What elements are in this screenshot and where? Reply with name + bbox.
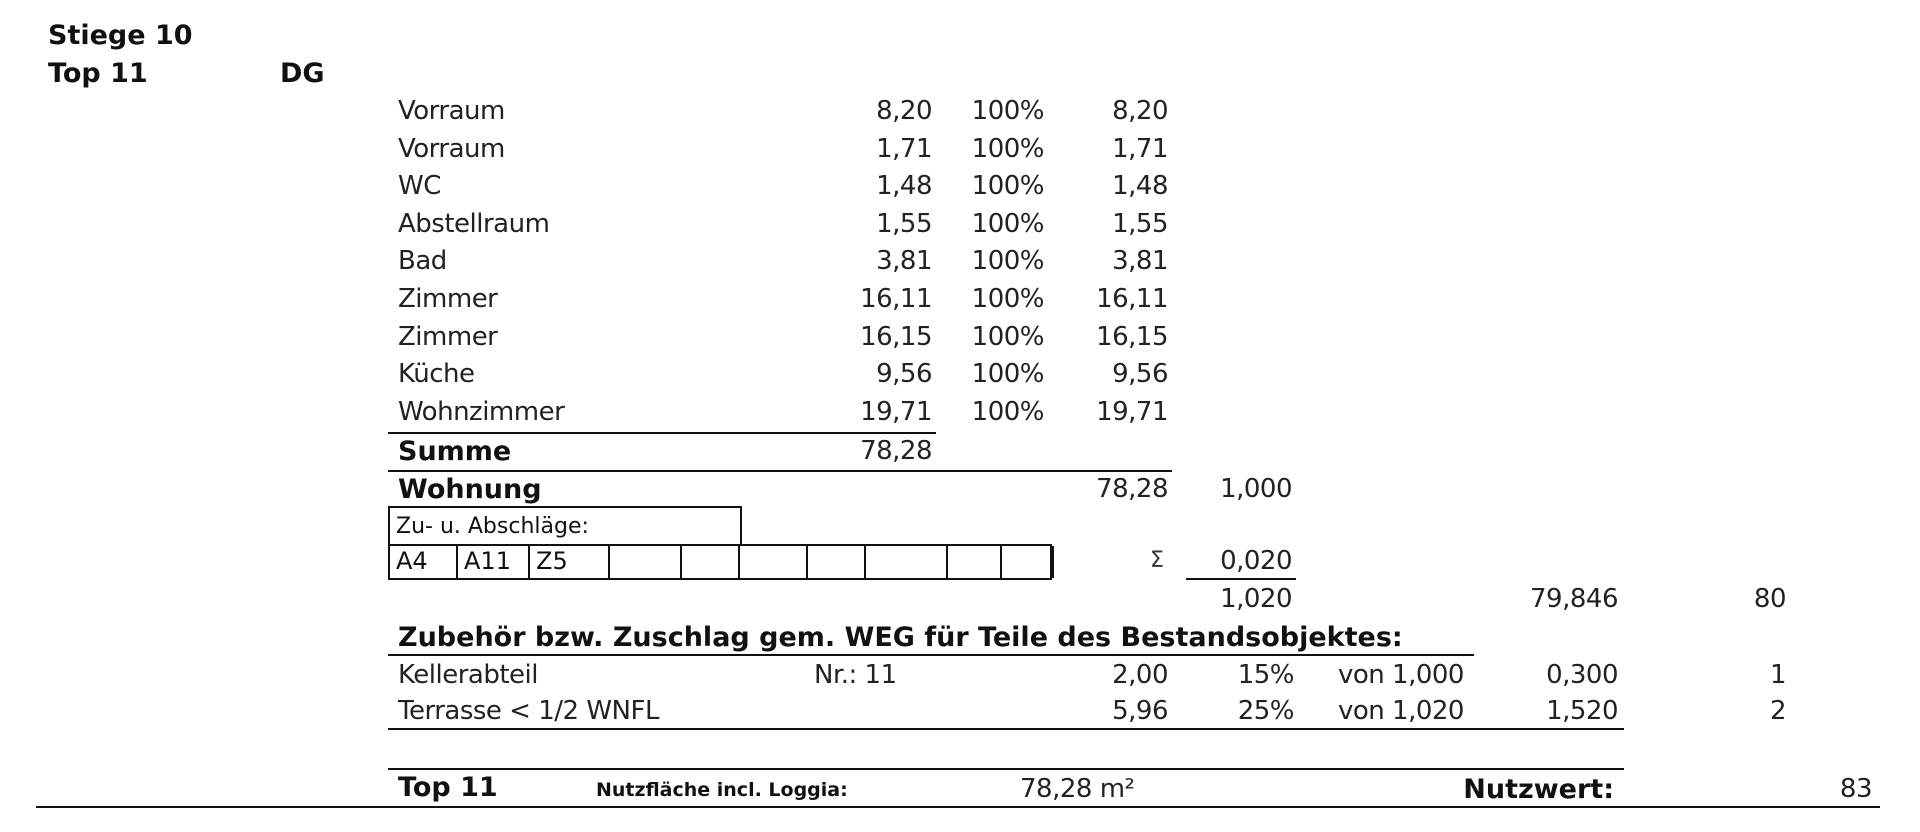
zubehoer-area: 5,96	[1112, 696, 1168, 726]
adjustment-code-cell: Z5	[530, 546, 610, 578]
adjustment-code-cell: A4	[390, 546, 458, 578]
zubehoer-value: 1,520	[1546, 696, 1618, 726]
wohnung-factor: 1,000	[1220, 474, 1292, 504]
room-area: 3,81	[876, 246, 932, 276]
adjustment-code-cell	[1002, 546, 1054, 578]
wohnung-value: 78,28	[1096, 474, 1168, 504]
sigma-symbol: Σ	[1150, 548, 1164, 573]
divider	[388, 432, 936, 434]
room-total: 19,71	[1096, 397, 1168, 427]
zubehoer-area: 2,00	[1112, 660, 1168, 690]
zubehoer-nutzwert: 2	[1769, 696, 1786, 726]
room-total: 1,71	[1112, 134, 1168, 164]
room-total: 8,20	[1112, 96, 1168, 126]
room-area: 1,55	[876, 209, 932, 239]
stiege-heading: Stiege 10	[48, 20, 193, 51]
wohnung-label: Wohnung	[398, 474, 542, 505]
floor-label: DG	[280, 58, 325, 89]
room-name: Bad	[398, 246, 447, 276]
room-percent: 100%	[971, 134, 1044, 164]
adjustment-code-cell	[948, 546, 1002, 578]
room-total: 3,81	[1112, 246, 1168, 276]
room-name: Vorraum	[398, 134, 505, 164]
zubehoer-name: Kellerabteil	[398, 660, 538, 690]
room-name: Abstellraum	[398, 209, 550, 239]
nutzwert-rounded: 80	[1753, 584, 1786, 614]
factor-total: 1,020	[1220, 584, 1292, 614]
nutzwert-value: 83	[1839, 774, 1872, 804]
room-total: 1,55	[1112, 209, 1168, 239]
room-name: Küche	[398, 359, 475, 389]
zubehoer-title: Zubehör bzw. Zuschlag gem. WEG für Teile des Bestandsobjektes:	[398, 622, 1403, 653]
room-percent: 100%	[971, 246, 1044, 276]
room-percent: 100%	[971, 397, 1044, 427]
summe-label: Summe	[398, 436, 512, 467]
adjustments-label-box	[388, 506, 742, 546]
room-total: 1,48	[1112, 171, 1168, 201]
room-area: 1,48	[876, 171, 932, 201]
room-percent: 100%	[971, 96, 1044, 126]
adjustments-sum: 0,020	[1220, 546, 1292, 576]
divider	[388, 728, 1624, 730]
room-total: 9,56	[1112, 359, 1168, 389]
footer-top: Top 11	[398, 772, 498, 803]
adjustment-code-cell	[740, 546, 808, 578]
adjustments-codes	[388, 544, 1052, 580]
nutzflaeche-value: 78,28 m²	[1020, 774, 1135, 804]
room-total: 16,15	[1096, 322, 1168, 352]
room-name: WC	[398, 171, 441, 201]
room-area: 19,71	[860, 397, 932, 427]
zubehoer-nutzwert: 1	[1769, 660, 1786, 690]
room-area: 8,20	[876, 96, 932, 126]
room-percent: 100%	[971, 359, 1044, 389]
room-percent: 100%	[971, 209, 1044, 239]
room-area: 1,71	[876, 134, 932, 164]
divider	[1186, 578, 1296, 580]
bottom-rule	[36, 806, 1880, 808]
room-area: 9,56	[876, 359, 932, 389]
divider	[388, 768, 1624, 770]
divider	[388, 470, 1172, 472]
zubehoer-percent: 15%	[1237, 660, 1294, 690]
nutzwert-calc: 79,846	[1530, 584, 1618, 614]
adjustments-label: Zu- u. Abschläge:	[396, 514, 589, 539]
top-heading: Top 11	[48, 58, 148, 89]
adjustment-code-cell	[866, 546, 948, 578]
zubehoer-percent: 25%	[1237, 696, 1294, 726]
room-percent: 100%	[971, 322, 1044, 352]
room-area: 16,15	[860, 322, 932, 352]
adjustment-code-cell	[682, 546, 740, 578]
room-name: Wohnzimmer	[398, 397, 565, 427]
adjustment-code-cell	[808, 546, 866, 578]
adjustment-code-cell	[610, 546, 682, 578]
room-name: Vorraum	[398, 96, 505, 126]
nutzflaeche-label: Nutzfläche incl. Loggia:	[596, 779, 848, 801]
zubehoer-name: Terrasse < 1/2 WNFL	[398, 696, 659, 726]
zubehoer-nr: Nr.: 11	[814, 660, 897, 690]
room-area: 16,11	[860, 284, 932, 314]
adjustment-code-cell: A11	[458, 546, 530, 578]
zubehoer-von: von 1,000	[1338, 660, 1464, 690]
room-total: 16,11	[1096, 284, 1168, 314]
room-percent: 100%	[971, 171, 1044, 201]
summe-value: 78,28	[860, 436, 932, 466]
zubehoer-value: 0,300	[1546, 660, 1618, 690]
room-name: Zimmer	[398, 284, 498, 314]
nutzwert-label: Nutzwert:	[1463, 774, 1614, 805]
zubehoer-von: von 1,020	[1338, 696, 1464, 726]
room-name: Zimmer	[398, 322, 498, 352]
divider	[388, 654, 1474, 656]
room-percent: 100%	[971, 284, 1044, 314]
